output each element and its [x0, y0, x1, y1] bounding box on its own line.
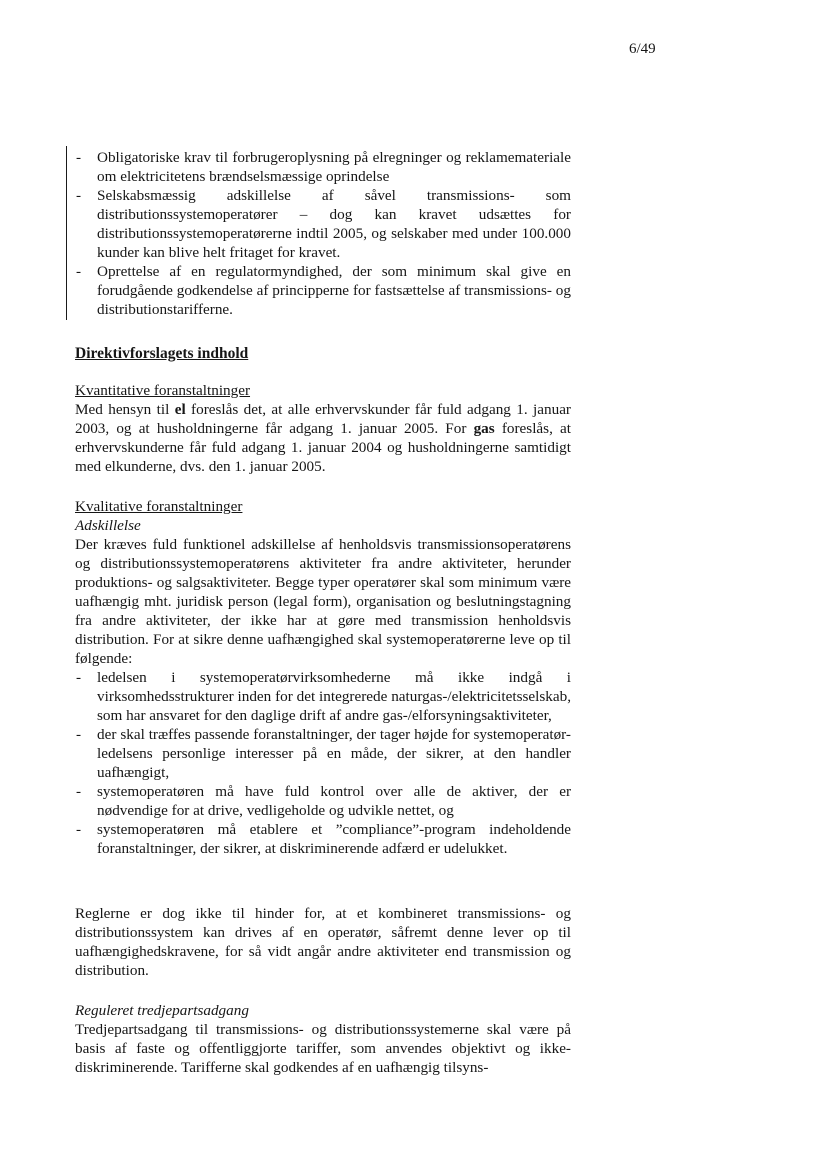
text-run: foreslås det, at alle erhvervskunder får fuld adgang 1. januar 2003, og at husholdningerne får adgang 1. januar 2005. For [75, 401, 571, 437]
list-item-text: der skal træffes passende foranstaltninger, der tager højde for systemoperatør-ledelsens personlige interesser på en måde, der sikrer, at den handler uafhængigt, [97, 726, 571, 781]
dash-bullet: - [76, 149, 82, 166]
qualitative-heading: Kvalitative foranstaltninger [75, 498, 243, 515]
rules-paragraph: Reglerne er dog ikke til hinder for, at et kombineret transmissions- og distributionssystem kan drives af en operatør, såfremt denne lever op til uafhængighedskravene, for så vidt angår andre aktiviteter end transmission og distribution. [75, 905, 571, 979]
dash-bullet: - [76, 783, 82, 800]
qualitative-subheading: Adskillelse [75, 517, 141, 534]
list-item-text: ledelsen i systemoperatørvirksomhederne må ikke indgå i virksomhedsstrukturer inden for det integrerede naturgas-/elektricitetsselskab, som har ansvaret for den daglige drift af andre gas-/elforsyningsaktiviteter, [97, 669, 571, 724]
rules-section [75, 904, 571, 980]
section-heading: Direktivforslagets indhold [75, 345, 249, 362]
list-item [75, 820, 571, 858]
bold-el: el [174, 401, 186, 418]
list-item-text: Oprettelse af en regulatormyndighed, der som minimum skal give en forudgående godkendelse af principperne for fastsættelse af transmissions- og distributionstarifferne. [97, 263, 571, 318]
page-number: 6/49 [629, 41, 656, 57]
dash-bullet: - [76, 187, 82, 204]
list-item-text: Selskabsmæssig adskillelse af såvel transmissions- som distributionssystemoperatører – dog kan kravet udsættes for distributionssystemoperatørerne indtil 2005, og selskaber med under 100.000 kunder kan blive helt fritaget for kravet. [97, 187, 571, 261]
bold-gas: gas [473, 420, 495, 437]
intro-list [75, 148, 571, 319]
change-bar [66, 146, 67, 320]
list-item-text: Obligatoriske krav til forbrugeroplysning på elregninger og reklamemateriale om elektricitetens brændselsmæssige oprindelse [97, 149, 571, 185]
text-run: Med hensyn til [75, 401, 175, 418]
third-party-heading: Reguleret tredjepartsadgang [75, 1002, 249, 1019]
qualitative-list [75, 668, 571, 858]
quantitative-paragraph [75, 400, 571, 476]
intro-list-block [75, 148, 571, 319]
third-party-section [75, 1001, 571, 1077]
third-party-paragraph: Tredjepartsadgang til transmissions- og distributionssystemerne skal være på basis af faste og offentliggjorte tariffer, som anvendes objektivt og ikke-diskriminerende. Tarifferne skal godkendes af en uafhængig tilsyns- [75, 1021, 571, 1076]
qualitative-section [75, 497, 571, 858]
list-item [75, 262, 571, 319]
text-run: foreslås, at erhvervskunderne får fuld adgang 1. januar 2004 og husholdningerne samtidigt med elkunderne, dvs. den 1. januar 2005. [75, 420, 571, 475]
quantitative-heading: Kvantitative foranstaltninger [75, 382, 251, 399]
qualitative-paragraph: Der kræves fuld funktionel adskillelse af henholdsvis transmissionsoperatørens og distributionssystemoperatørens aktiviteter fra andre aktiviteter, herunder produktions- og salgsaktiviteter. Begge typer operatører skal som minimum være uafhængig mht. juridisk person (legal form), organisation og beslutningstagning fra andre aktiviteter, der ikke har at gøre med transmission henholdsvis distribution. For at sikre denne uafhængighed skal systemoperatørerne leve op til følgende: [75, 536, 571, 667]
list-item-text: systemoperatøren må etablere et ”compliance”-program indeholdende foranstaltninger, der sikrer, at diskriminerende adfærd er udelukket. [97, 821, 571, 857]
dash-bullet: - [76, 669, 82, 686]
section-heading-block [75, 344, 571, 363]
list-item [75, 668, 571, 725]
list-item [75, 725, 571, 782]
list-item [75, 148, 571, 186]
list-item [75, 782, 571, 820]
quantitative-section [75, 381, 571, 476]
dash-bullet: - [76, 726, 82, 743]
list-item [75, 186, 571, 262]
dash-bullet: - [76, 821, 82, 838]
dash-bullet: - [76, 263, 82, 280]
list-item-text: systemoperatøren må have fuld kontrol over alle de aktiver, der er nødvendige for at drive, vedligeholde og udvikle nettet, og [97, 783, 571, 819]
